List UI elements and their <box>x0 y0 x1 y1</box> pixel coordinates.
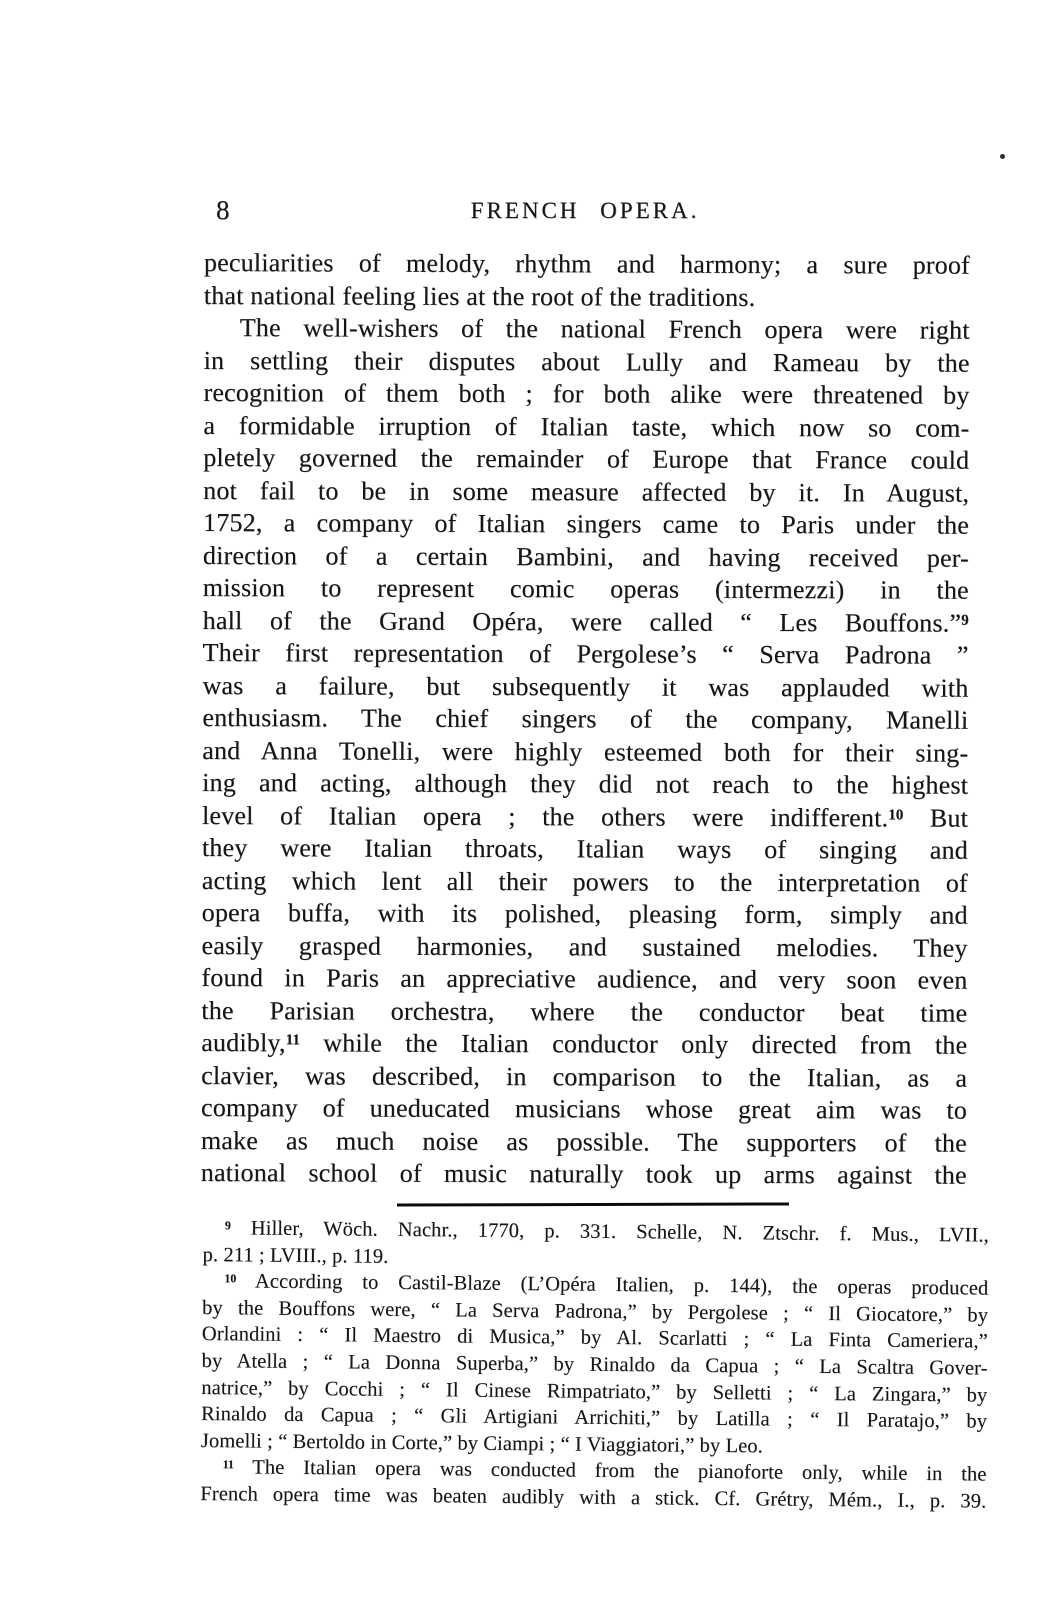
text-line: was a failure, but subsequently it was applauded with <box>202 670 969 703</box>
text-line: ing and acting, although they did not reach to the highest <box>202 767 969 800</box>
text-line: hall of the Grand Opéra, were called “ Les Bouffons.”$^9$ <box>202 605 969 638</box>
text-line: they were Italian throats, Italian ways of singing and <box>201 832 968 865</box>
text-line: by Atella ; “ La Donna Superba,” by Rinaldo da Capua ; “ La Scaltra Gover- <box>201 1349 988 1380</box>
text-line: acting which lent all their powers to the interpretation of <box>201 865 968 898</box>
text-line: Rinaldo da Capua ; “ Gli Artigiani Arrichiti,” by Latilla ; “ Il Paratajo,” by <box>200 1403 988 1433</box>
text-line: not fail to be in some measure affected by it. In August, <box>203 475 970 508</box>
text-line: $^{11}$ The Italian opera was conducted from the pianoforte only, while in the <box>222 1456 987 1486</box>
text-line: in settling their disputes about Lully and Rameau by the <box>203 345 970 378</box>
text-line: company of uneducated musicians whose great aim was to <box>200 1092 968 1125</box>
footnote-marker: 10 <box>224 1271 237 1286</box>
text-line: a formidable irruption of Italian taste, which now so com- <box>203 410 970 443</box>
text-line: Orlandini : “ Il Maestro di Musica,” by Al. Scarlatti ; “ La Finta Cameriera,” <box>201 1323 988 1353</box>
text-line: French opera time was beaten audibly with a stick. Cf. Grétry, Mém., I., p. 39. <box>200 1482 987 1513</box>
footnote-marker: 10 <box>888 807 904 824</box>
text-line: peculiarities of melody, rhythm and harmony; a sure proof <box>203 248 970 280</box>
text-line: level of Italian opera ; the others were indifferent.$^{10}$ But <box>201 800 969 833</box>
text-line: 1752, a company of Italian singers came to Paris under the <box>202 507 970 540</box>
footnote-marker: 9 <box>224 1217 231 1232</box>
text-line: audibly,$^{11}$ while the Italian conductor only directed from the <box>201 1027 968 1060</box>
footnote-rule <box>397 1202 789 1206</box>
text-line: that national feeling lies at the root of the traditions. <box>203 280 756 312</box>
text-line: pletely governed the remainder of Europe that France could <box>203 442 970 475</box>
text-line: p. 211 ; LVIII., p. 119. <box>202 1243 389 1268</box>
footnotes <box>200 1215 989 1515</box>
text-line: $^9$ Hiller, Wöch. Nachr., 1770, p. 331. Schelle, N. Ztschr. f. Mus., LVII., <box>224 1217 989 1247</box>
text-line: Jomelli ; “ Bertoldo in Corte,” by Ciampi ; “ I Viaggiatori,” by Leo. <box>200 1429 764 1458</box>
footnote-marker: 11 <box>222 1457 234 1472</box>
text-line: direction of a certain Bambini, and having received per- <box>202 540 969 573</box>
text-line: by the Bouffons were, “ La Serva Padrona,” by Pergolese ; “ Il Giocatore,” by <box>202 1296 989 1327</box>
text-line: $^{10}$ According to Castil-Blaze (L’Opéra Italien, p. 144), the operas produced <box>224 1270 989 1300</box>
text-line: Their first representation of Pergolese’s “ Serva Padrona ” <box>202 637 969 670</box>
text-line: recognition of them both ; for both alike were threatened by <box>203 377 970 410</box>
text-line: clavier, was described, in comparison to the Italian, as a <box>201 1060 968 1093</box>
text-line: natrice,” by Cocchi ; “ Il Cinese Rimpatriato,” by Selletti ; “ La Zingara,” by <box>201 1376 988 1407</box>
scan-speck <box>1000 154 1005 159</box>
text-line: easily grasped harmonies, and sustained melodies. They <box>201 930 968 963</box>
text-line: and Anna Tonelli, were highly esteemed both for their sing- <box>202 735 969 768</box>
page-number: 8 <box>216 195 230 225</box>
text-line: enthusiasm. The chief singers of the company, Manelli <box>202 702 969 735</box>
text-line: the Parisian orchestra, where the conductor beat time <box>201 995 968 1028</box>
text-line: The well-wishers of the national French opera were right <box>239 313 970 345</box>
text-line: make as much noise as possible. The supporters of the <box>200 1125 967 1158</box>
footnote-marker: 11 <box>285 1032 300 1049</box>
text-line: mission to represent comic operas (intermezzi) in the <box>202 572 969 605</box>
body-text <box>201 247 970 1192</box>
footnote-marker: 9 <box>961 612 969 629</box>
text-line: national school of music naturally took up arms against the <box>200 1157 967 1190</box>
running-header: FRENCH OPERA. <box>470 198 700 223</box>
text-line: opera buffa, with its polished, pleasing form, simply and <box>201 897 968 930</box>
text-line: found in Paris an appreciative audience, and very soon even <box>201 962 968 995</box>
